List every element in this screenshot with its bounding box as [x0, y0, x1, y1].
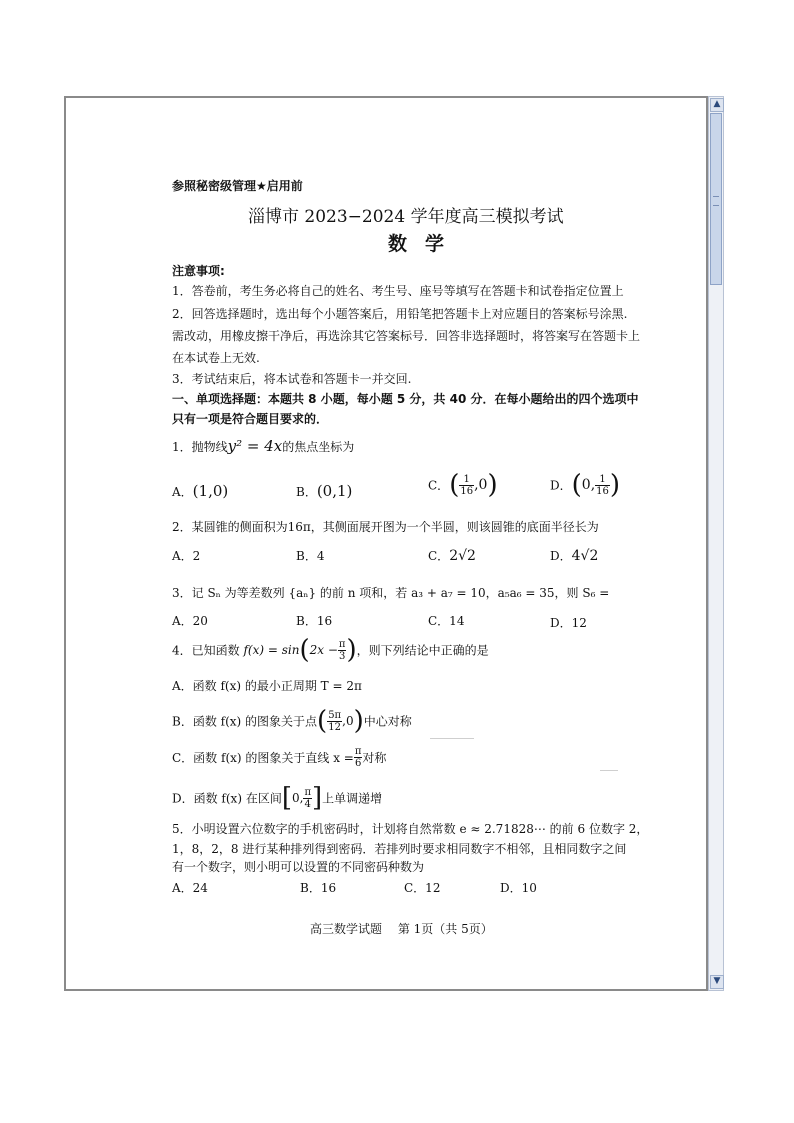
- q5-option-b: B．16: [300, 881, 337, 895]
- notice-line: 在本试卷上无效.: [172, 351, 260, 365]
- subject-title: 数学: [388, 233, 463, 255]
- q5-option-d: D．10: [500, 881, 537, 895]
- q1-option-b: B．(0,1): [296, 482, 353, 500]
- notice-line: 3．考试结束后，将本试卷和答题卡一并交回.: [172, 372, 412, 386]
- notice-line: 需改动，用橡皮擦干净后，再选涂其它答案标号．回答非选择题时，将答案写在答题卡上: [172, 329, 641, 343]
- q2-option-d: D．4√2: [550, 548, 599, 564]
- page-footer: 高三数学试题 第 1页（共 5页）: [310, 922, 493, 936]
- scroll-thumb[interactable]: [710, 113, 722, 285]
- section-heading: 一、单项选择题：本题共 8 小题，每小题 5 分，共 40 分．在每小题给出的四个选项中: [172, 392, 639, 406]
- q4-option-d: D．函数 f(x) 在区间[0, $\frac{\pi}{4}$ ]上单调递增: [172, 783, 383, 813]
- question-5-line: 1，8，2，8 进行某种排列得到密码．若排列时要求相同数字不相邻，且相同数字之间: [172, 842, 627, 856]
- q2-option-a: A．2: [172, 549, 201, 563]
- q3-option-c: C．14: [428, 614, 465, 628]
- question-4-stem: 4．已知函数 f(x) = sin(2x − $\frac{\pi}{3}$ )，则下列结论中正确的是: [172, 635, 489, 665]
- section-heading: 只有一项是符合题目要求的．: [172, 412, 329, 426]
- question-1-stem: 1．抛物线y² = 4x的焦点坐标为: [172, 437, 355, 455]
- q4-option-b: B．函数 f(x) 的图象关于点( $\frac{5\pi}{12}$ ,0)中心对称: [172, 706, 412, 736]
- notice-line: 2．回答选择题时，选出每个小题答案后，用铅笔把答题卡上对应题目的答案标号涂黑.: [172, 307, 628, 321]
- q3-option-b: B．16: [296, 614, 333, 628]
- q4-option-a: A．函数 f(x) 的最小正周期 T = 2π: [172, 679, 362, 693]
- question-5-line: 5．小明设置六位数字的手机密码时，计划将自然常数 e ≈ 2.71828⋯ 的前 6 位数字 2，: [172, 822, 649, 836]
- notice-heading: 注意事项:: [172, 264, 225, 278]
- scroll-up-button[interactable]: ▲: [710, 98, 724, 112]
- q4-option-c: C．函数 f(x) 的图象关于直线 x = $\frac{\pi}{6}$ 对称: [172, 746, 387, 769]
- scan-artifact: [430, 738, 474, 739]
- q5-option-a: A．24: [172, 881, 208, 895]
- grip-icon: [713, 196, 719, 206]
- vertical-scrollbar[interactable]: [708, 96, 724, 991]
- question-3-stem: 3．记 Sₙ 为等差数列 {aₙ} 的前 n 项和，若 a₃ + a₇ = 10，a₅a₆ = 35，则 S₆ =: [172, 586, 610, 600]
- question-5-line: 有一个数字，则小明可以设置的不同密码种数为: [172, 860, 425, 874]
- q3-option-d: D．12: [550, 616, 587, 630]
- question-2-stem: 2．某圆锥的侧面积为16π，其侧面展开图为一个半圆，则该圆锥的底面半径长为: [172, 520, 599, 534]
- scan-artifact: [600, 770, 618, 771]
- q2-option-b: B．4: [296, 549, 325, 563]
- q1-option-a: A．(1,0): [172, 482, 229, 500]
- notice-line: 1．答卷前，考生务必将自己的姓名、考生号、座号等填写在答题卡和试卷指定位置上: [172, 284, 624, 298]
- q2-option-c: C．2√2: [428, 548, 476, 564]
- exam-title: 淄博市 2023−2024 学年度高三模拟考试: [248, 207, 564, 227]
- q3-option-a: A．20: [172, 614, 208, 628]
- q1-option-c: C．( $\frac{1}{16}$ ,0): [428, 470, 498, 500]
- confidentiality-note: 参照秘密级管理★启用前: [172, 179, 303, 193]
- q1-option-d: D．(0, $\frac{1}{16}$ ): [550, 470, 621, 500]
- scroll-down-button[interactable]: ▼: [710, 975, 724, 989]
- q5-option-c: C．12: [404, 881, 441, 895]
